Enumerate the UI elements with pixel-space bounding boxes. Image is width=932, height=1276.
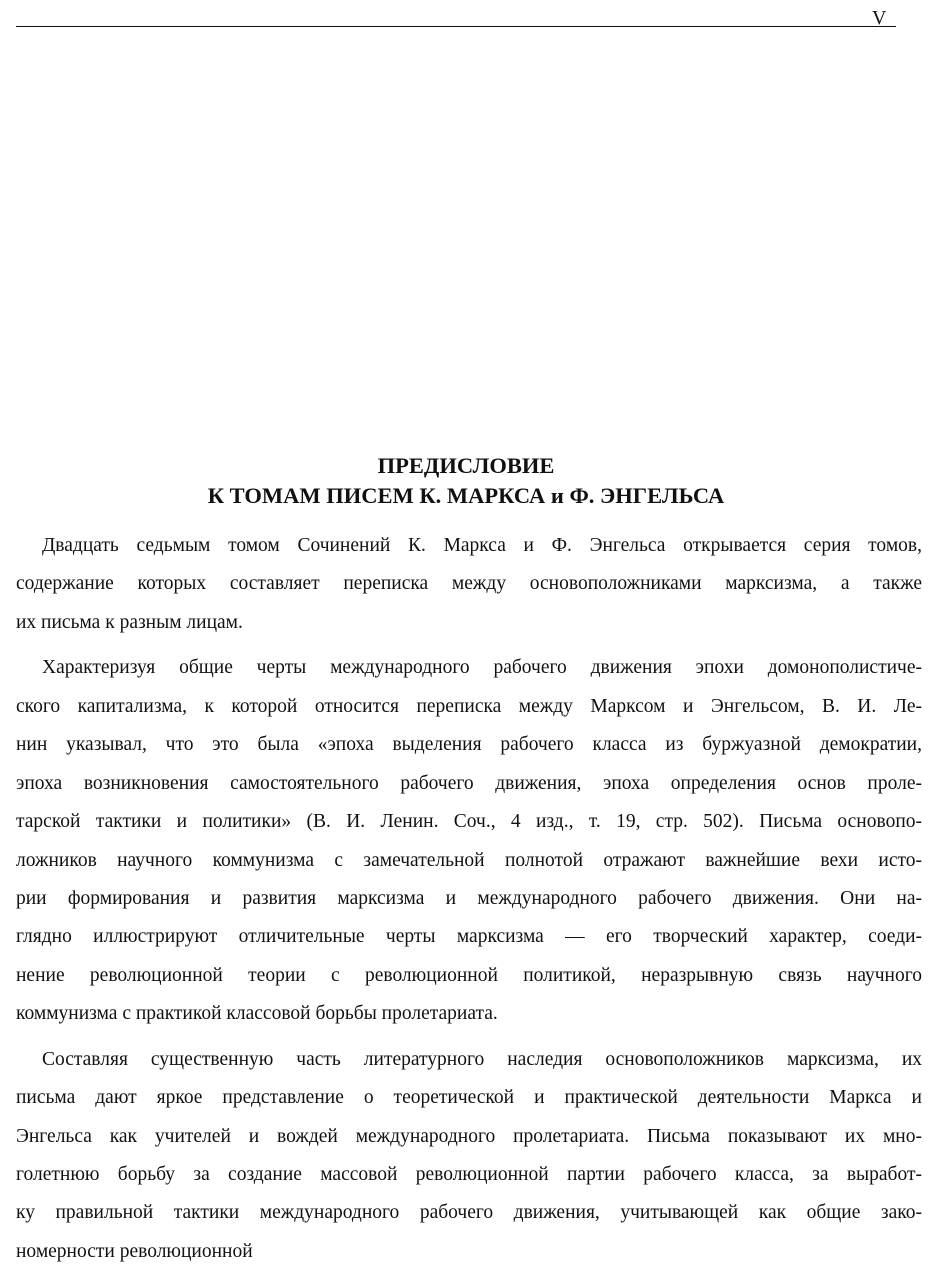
text-line: ложников научного коммунизма с замечательной полнотой отражают важнейшие вехи исто- <box>16 849 922 871</box>
text-line: нин указывал, что это была «эпоха выделения рабочего класса из буржуазной демократии, <box>16 734 922 756</box>
text-line: Характеризуя общие черты международного рабочего движения эпохи домонополистиче- <box>42 657 922 679</box>
text-line: Двадцать седьмым томом Сочинений К. Маркса и Ф. Энгельса открывается серия томов, <box>42 535 922 556</box>
text-line: Энгельса как учителей и вождей международного пролетариата. Письма показывают их мно- <box>16 1125 922 1147</box>
text-line: коммунизма с практикой классовой борьбы пролетариата. <box>16 1003 498 1025</box>
text-line: тарской тактики и политики» (В. И. Ленин. Соч., 4 изд., т. 19, стр. 502). Письма основопо- <box>16 811 922 833</box>
body-text <box>16 527 922 1271</box>
paragraph-1 <box>16 527 922 642</box>
paragraph-gap <box>16 1034 922 1041</box>
title-line-1: ПРЕДИСЛОВИЕ <box>377 453 555 478</box>
text-line: ского капитализма, к которой относится переписка между Марксом и Энгельсом, В. И. Ле- <box>16 695 922 717</box>
paragraph-gap <box>16 642 922 649</box>
text-line: номерности революционной <box>16 1240 253 1262</box>
title-line-2: К ТОМАМ ПИСЕМ К. МАРКСА и Ф. ЭНГЕЛЬСА <box>207 483 725 508</box>
text-line: Составляя существенную часть литературного наследия основоположников марксизма, их <box>42 1048 922 1070</box>
text-line: глядно иллюстрируют отличительные черты марксизма — его творческий характер, соеди- <box>16 926 922 948</box>
text-line: письма дают яркое представление о теоретической и практической деятельности Маркса и <box>16 1087 922 1109</box>
page-number: V <box>872 7 887 29</box>
text-line: нение революционной теории с революционной политикой, неразрывную связь научного <box>16 964 922 986</box>
chapter-title <box>0 451 932 511</box>
text-line: ку правильной тактики международного рабочего движения, учитывающей как общие зако- <box>16 1202 922 1224</box>
text-line: содержание которых составляет переписка между основоположниками марксизма, а также <box>16 573 922 595</box>
text-line: эпоха возникновения самостоятельного рабочего движения, эпоха определения основ проле- <box>16 772 922 794</box>
text-line: рии формирования и развития марксизма и международного рабочего движения. Они на- <box>16 887 922 909</box>
text-line: их письма к разным лицам. <box>16 611 243 633</box>
text-line: голетнюю борьбу за создание массовой революционной партии рабочего класса, за выработ- <box>16 1164 922 1185</box>
header-rule <box>16 26 896 27</box>
paragraph-2 <box>16 649 922 1033</box>
paragraph-3 <box>16 1041 922 1272</box>
